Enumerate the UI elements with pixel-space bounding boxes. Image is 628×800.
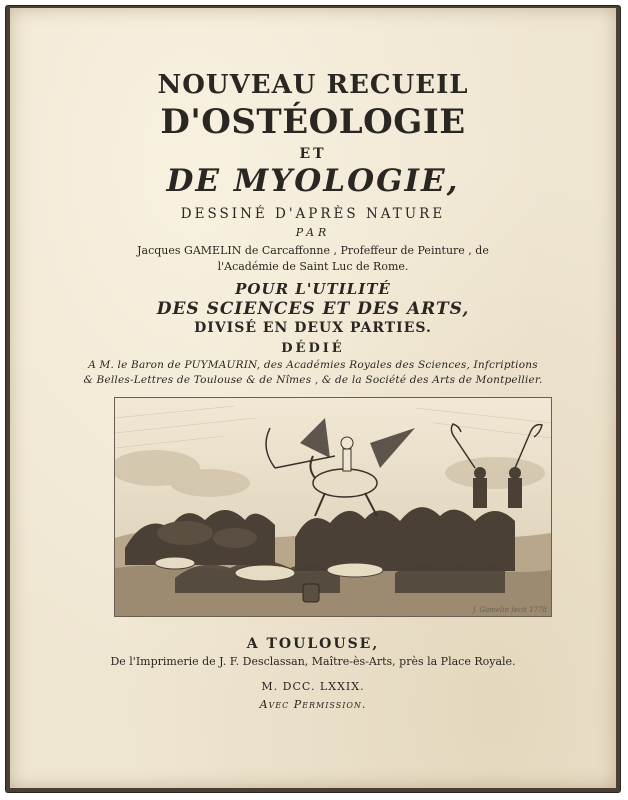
dedication-line-1: A M. le Baron de PUYMAURIN, des Académies Royales des Sciences, Infcriptions xyxy=(88,359,538,371)
parts-line: DIVISÉ EN DEUX PARTIES. xyxy=(194,320,432,336)
engraving-illustration xyxy=(114,397,552,617)
imprint-printer: De l'Imprimerie de J. F. Desclassan, Maître-ès-Arts, près la Place Royale. xyxy=(110,655,516,668)
subtitle: DESSINÉ D'APRÈS NATURE xyxy=(180,206,446,222)
title-page xyxy=(10,8,616,788)
battle-scene-engraving xyxy=(115,398,551,616)
engraver-signature: J. Gamelin fecit 1778 xyxy=(472,606,547,614)
title-line-3: DE MYOLOGIE, xyxy=(166,163,460,199)
title-line-1: NOUVEAU RECUEIL xyxy=(157,70,469,100)
title-conjunction: ET xyxy=(299,146,327,162)
title-line-2: D'OSTÉOLOGIE xyxy=(160,102,466,142)
imprint-city: A TOULOUSE, xyxy=(246,636,380,652)
purpose-line-2: DES SCIENCES ET DES ARTS, xyxy=(156,299,470,319)
author-line-2: l'Académie de Saint Luc de Rome. xyxy=(217,260,409,273)
dedication-heading: DÉDIÉ xyxy=(281,341,345,356)
author-line-1: Jacques GAMELIN de Carcaffonne , Profeffeur de Peinture , de xyxy=(137,244,489,257)
dedication-line-2: & Belles-Lettres de Toulouse & de Nîmes , & de la Société des Arts de Montpellier. xyxy=(83,374,543,386)
by-label: PAR xyxy=(295,226,331,239)
imprint-permission: Avec Permission. xyxy=(259,698,367,711)
purpose-line-1: POUR L'UTILITÉ xyxy=(235,280,391,298)
imprint-year: M. DCC. LXXIX. xyxy=(261,680,365,693)
